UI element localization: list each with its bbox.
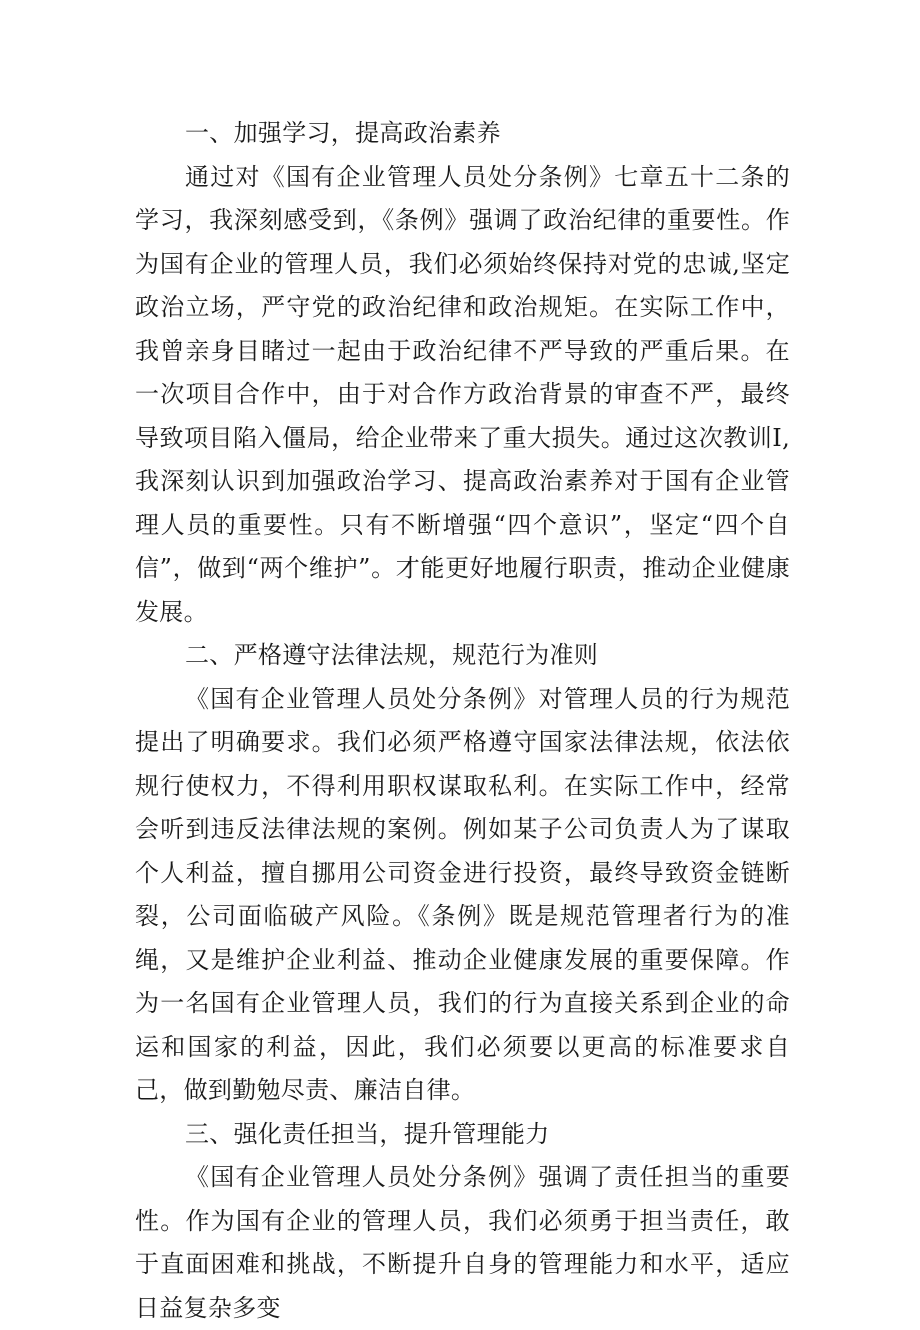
section-heading-1: 一、加强学习，提高政治素养 xyxy=(185,119,501,147)
section-paragraph-1: 通过对《国有企业管理人员处分条例》七章五十二条的学习，我深刻感受到，《条例》强调了政治纪律的重要性。作为国有企业的管理人员，我们必须始终保持对党的忠诚,坚定政治立场，严守党的政治纪律和政治规矩。在实际工作中，我曾亲身目睹过一起由于政治纪律不严导致的严重后果。在一次项目合作中，由于对合作方政治背景的审查不严，最终导致项目陷入僵局，给企业带来了重大损失。通过这次教训I,我深刻认识到加强政治学习、提高政治素养对于国有企业管理人员的重要性。只有不断增强“四个意识”，坚定“四个自信”，做到“两个维护”。才能更好地履行职责，推动企业健康发展。 xyxy=(135,162,790,626)
section-paragraph-3: 《国有企业管理人员处分条例》强调了责任担当的重要性。作为国有企业的管理人员，我们必须勇于担当责任，敢于直面困难和挑战，不断提升自身的管理能力和水平，适应日益复杂多变 xyxy=(135,1163,790,1322)
section-heading-2: 二、严格遵守法律法规，规范行为准则 xyxy=(185,641,599,669)
section-paragraph-2: 《国有企业管理人员处分条例》对管理人员的行为规范提出了明确要求。我们必须严格遵守国家法律法规，依法依规行使权力，不得利用职权谋取私利。在实际工作中，经常会听到违反法律法规的案例。例如某子公司负责人为了谋取个人利益，擅自挪用公司资金进行投资，最终导致资金链断裂，公司面临破产风险。《条例》既是规范管理者行为的准绳，又是维护企业利益、推动企业健康发展的重要保障。作为一名国有企业管理人员，我们的行为直接关系到企业的命运和国家的利益，因此，我们必须要以更高的标准要求自己，做到勤勉尽责、廉洁自律。 xyxy=(135,684,790,1104)
section-heading-3: 三、强化责任担当，提升管理能力 xyxy=(185,1119,550,1148)
document-body xyxy=(135,112,790,1330)
